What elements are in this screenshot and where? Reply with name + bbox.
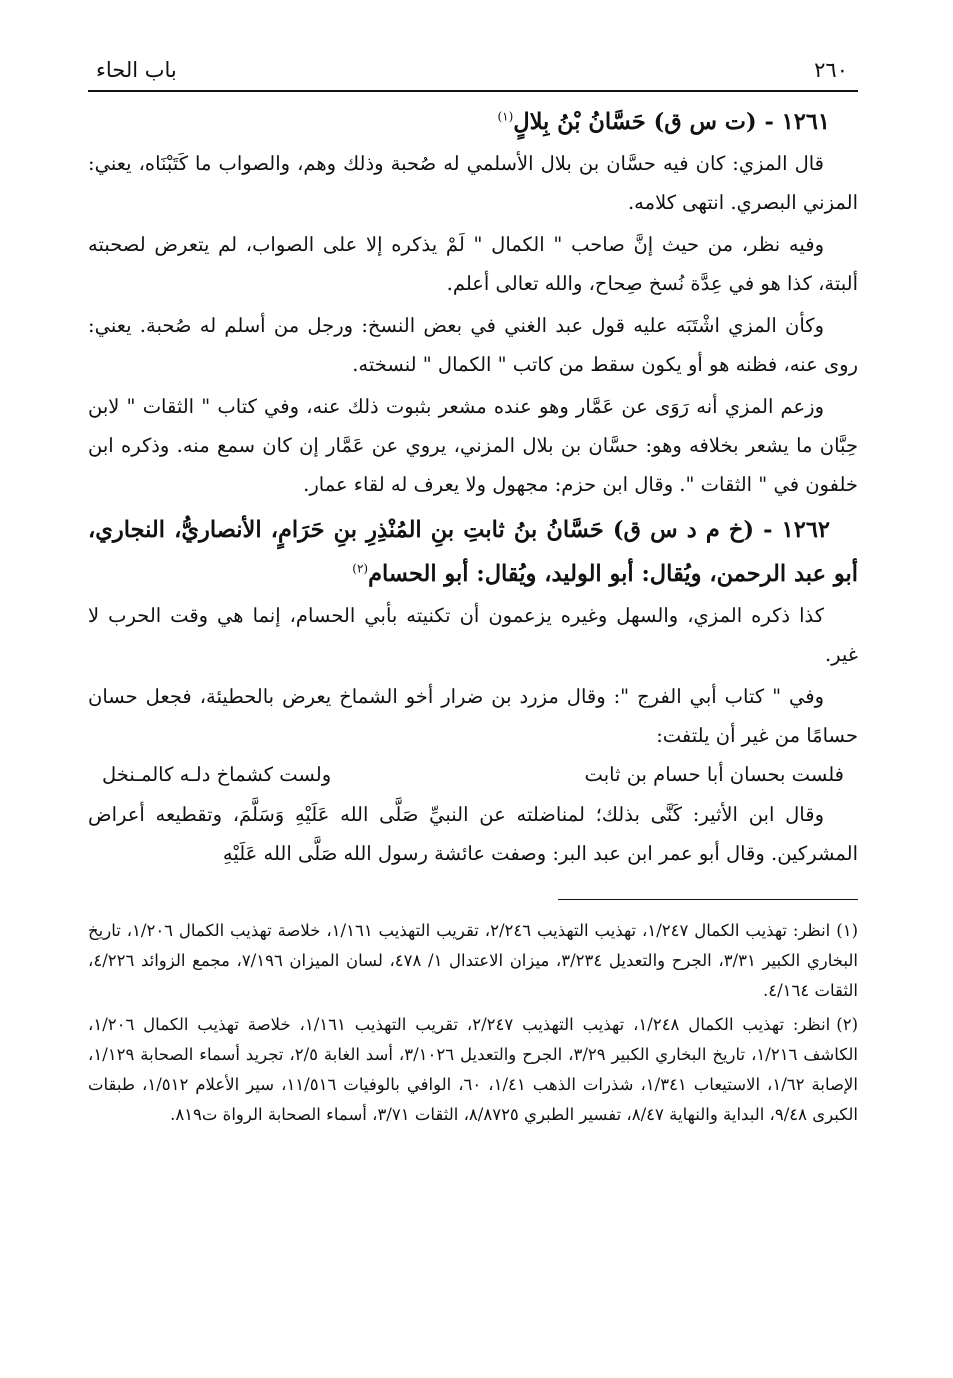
poetry-verse bbox=[88, 755, 858, 795]
paragraph: وزعم المزي أنه رَوَى عن عَمَّار وهو عنده مشعر بثبوت ذلك عنه، وفي كتاب " الثقات " لابن حِبَّان ما يشعر بخلافه وهو: حسَّان بن بلال المزني، يروي عن عَمَّار إن كان سمع منه. وذكره ابن خلفون في " الثقات ". وقال ابن حزم: مجهول ولا يعرف له لقاء عمار. bbox=[88, 395, 858, 496]
entry-number: ١٢٦٢ bbox=[781, 517, 830, 543]
chapter-title: باب الحاء bbox=[96, 58, 177, 82]
book-page bbox=[88, 52, 858, 1134]
footnote-text: انظر: تهذيب الكمال ١/٢٤٨، تهذيب التهذيب ٢/٢٤٧، تقريب التهذيب ١/١٦١، خلاصة تهذيب الكمال ١/٢٠٦، الكاشف ١/٢١٦، تاريخ البخاري الكبير ٣/٢٩، الجرح والتعديل ٣/١٠٢٦، أسد الغابة ٢/٥، تجريد أسماء الصحابة ١/١٢٩، الإصابة ١/٦٢، الاستيعاب ١/٣٤١، شذرات الذهب ١/٤١، ٦٠، الوافي بالوفيات ١١/٥١٦، سير الأعلام ١/٥١٢، طبقات الكبرى ٩/٤٨، البداية والنهاية ٨/٤٧، تفسير الطبري ٨/٨٧٢٥، الثقات ٣/٧١، أسماء الصحابة الرواة ت٨١٩. bbox=[88, 1015, 858, 1124]
entry-number: ١٢٦١ bbox=[781, 109, 830, 135]
page-number: ٢٦٠ bbox=[814, 58, 848, 82]
footnote-marker: (٢) bbox=[836, 1015, 858, 1034]
paragraph: قال المزي: كان فيه حسَّان بن بلال الأسلمي له صُحبة وذلك وهم، والصواب ما كَتَبْنَاه، يعني: المزني البصري. انتهى كلامه. bbox=[88, 152, 858, 214]
footnotes bbox=[88, 916, 858, 1130]
paragraph: وفيه نظر، من حيث إنَّ صاحب " الكمال " لَمْ يذكره إلا على الصواب، لم يتعرض لصحبته ألبتة، كذا هو في عِدَّة نُسخ صِحاح، والله تعالى أعلم. bbox=[88, 233, 858, 295]
verse-first-hemistich: فلست بحسان أبا حسام بن ثابت bbox=[584, 763, 844, 786]
footnote-marker: (١) bbox=[836, 921, 859, 940]
footnote-divider bbox=[558, 899, 858, 900]
paragraph: وفي " كتاب أبي الفرج ": وقال مزرد بن ضرار أخو الشماخ يعرض بالحطيئة، فجعل حسان حسامًا من غير أن يلتفت: bbox=[88, 685, 858, 747]
footnote-reference: (٢) bbox=[352, 561, 369, 576]
footnote-1 bbox=[88, 916, 858, 1006]
paragraph: وقال ابن الأثير: كَنَّى بذلك؛ لمناضلته عن النبيِّ صَلَّى الله عَلَيْهِ وَسَلَّمَ، وتقطيعه أعراض المشركين. وقال أبو عمر ابن عبد البر: وصفت عائشة رسول الله صَلَّى الله عَلَيْهِ bbox=[88, 803, 858, 865]
entry-title: - (خ م د س ق) حَسَّانُ بنُ ثابتِ بنِ المُنْذِرِ بنِ حَرَامٍ، الأنصاريُّ، النجاري، أبو عبد الرحمن، ويُقال: أبو الوليد، ويُقال: أبو الحسام bbox=[88, 517, 858, 587]
verse-second-hemistich: ولست كشماخ دلـه كالمـنخل bbox=[102, 763, 332, 786]
entry-title: - (ت س ق) حَسَّانُ بْنُ بِلالٍ bbox=[513, 109, 774, 135]
footnote-2 bbox=[88, 1010, 858, 1130]
entry-heading-1262 bbox=[88, 508, 858, 596]
running-header bbox=[88, 52, 858, 92]
entry-heading-1261 bbox=[88, 100, 858, 144]
paragraph: كذا ذكره المزي، والسهل وغيره يزعمون أن تكنيته بأبي الحسام، إنما هي وقت الحرب لا غير. bbox=[88, 604, 858, 666]
footnote-text: انظر: تهذيب الكمال ١/٢٤٧، تهذيب التهذيب ٢/٢٤٦، تقريب التهذيب ١/١٦١، خلاصة تهذيب الكمال ١/٢٠٦، تاريخ البخاري الكبير ٣/٣١، الجرح والتعديل ٣/٢٣٤، ميزان الاعتدال ١/ ٤٧٨، لسان الميزان ٧/١٩٦، مجمع الزوائد ٤/٢٢٦، الثقات ٤/١٦٤. bbox=[88, 921, 858, 1000]
footnote-reference: (١) bbox=[497, 109, 514, 124]
main-text bbox=[88, 100, 858, 873]
paragraph: وكأن المزي اشْتَبَه عليه قول عبد الغني في بعض النسخ: ورجل من أسلم له صُحبة. يعني: روى عنه، فظنه هو أو يكون سقط من كاتب " الكمال " لنسخته. bbox=[88, 314, 858, 376]
